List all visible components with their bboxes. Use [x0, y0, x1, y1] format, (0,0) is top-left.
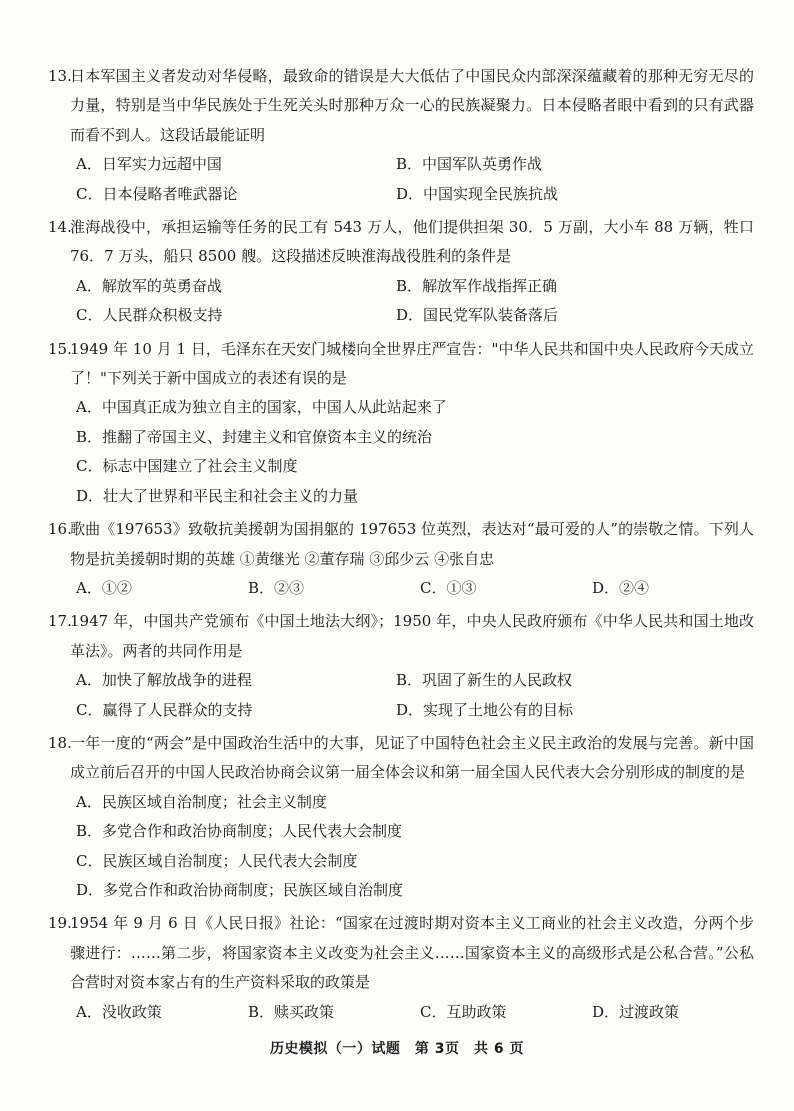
option-a: A．没收政策	[76, 1002, 162, 1021]
option-b: B．②③	[248, 578, 305, 597]
question-stem-row	[48, 909, 754, 997]
page-footer: 历史模拟（一）试题 第 3页 共 6 页	[269, 1041, 525, 1057]
option-a: A．解放军的英勇奋战	[76, 276, 222, 295]
question-stem: 歌曲《197653》致敬抗美援朝为国捐躯的 197653 位英烈，表达对“最可爱的人”的崇敬之情。下列人物是抗美援朝时期的英雄 ①黄继光 ②董存瑞 ③邱少云 ④张自忠	[70, 520, 754, 568]
question-stem-row	[48, 213, 754, 272]
options	[64, 393, 754, 511]
question-number: 16.	[48, 520, 72, 539]
question-16	[48, 515, 754, 603]
option-d: D．实现了土地公有的目标	[396, 700, 574, 719]
question-stem: 日本军国主义者发动对华侵略，最致命的错误是大大低估了中国民众内部深深蕴藏着的那种无穷无尽的力量，特别是当中华民族处于生死关头时那种万众一心的民族凝聚力。日本侵略者眼中看到的只有武器而看不到人。这段话最能证明	[70, 67, 754, 144]
question-14	[48, 213, 754, 331]
option-b: B．解放军作战指挥正确	[396, 276, 558, 295]
options	[64, 788, 754, 906]
options	[64, 998, 754, 1027]
question-stem-row	[48, 62, 754, 150]
option-c: C．互助政策	[420, 1002, 507, 1021]
option-d: D．②④	[592, 578, 650, 597]
option-d: D．过渡政策	[592, 1002, 680, 1021]
question-13	[48, 62, 754, 209]
question-19	[48, 909, 754, 1027]
question-stem-row	[48, 335, 754, 394]
option-c: C．①③	[420, 578, 477, 597]
question-number: 17.	[48, 612, 72, 631]
question-15	[48, 335, 754, 511]
question-number: 18.	[48, 733, 72, 752]
options	[64, 574, 754, 603]
option-a: A．中国真正成为独立自主的国家，中国人从此站起来了	[76, 398, 447, 417]
question-number: 19.	[48, 914, 72, 933]
option-a: A．日军实力远超中国	[76, 155, 222, 174]
question-stem: 1949 年 10 月 1 日，毛泽东在天安门城楼向全世界庄严宣告："中华人民共和国中央人民政府今天成立了！"下列关于新中国成立的表述有误的是	[70, 339, 754, 388]
question-stem-row	[48, 729, 754, 788]
option-b: B．赎买政策	[248, 1002, 335, 1021]
option-a: A．民族区域自治制度；社会主义制度	[76, 792, 327, 811]
option-c: C．日本侵略者唯武器论	[76, 184, 238, 203]
question-stem: 1954 年 9 月 6 日《人民日报》社论：“国家在过渡时期对资本主义工商业的社会主义改造，分两个步骤进行：……第二步，将国家资本主义改变为社会主义……国家资本主义的高级形式是公私合营。”公私合营时对资本家占有的生产资料采取的政策是	[70, 914, 754, 992]
question-stem: 一年一度的“两会”是中国政治生活中的大事，见证了中国特色社会主义民主政治的发展与完善。新中国成立前后召开的中国人民政治协商会议第一届全体会议和第一届全国人民代表大会分别形成的制度的是	[70, 733, 754, 782]
option-a: A．①②	[76, 578, 132, 597]
option-b: B．巩固了新生的人民政权	[396, 671, 573, 690]
question-stem: 1947 年，中国共产党颁布《中国土地法大纲》；1950 年，中央人民政府颁布《中华人民共和国土地改革法》。两者的共同作用是	[70, 612, 754, 660]
options	[64, 666, 754, 725]
option-c: C．民族区域自治制度；人民代表大会制度	[76, 851, 358, 870]
options	[64, 150, 754, 209]
option-c: C．赢得了人民群众的支持	[76, 700, 253, 719]
option-b: B．多党合作和政治协商制度；人民代表大会制度	[76, 822, 403, 841]
question-number: 13.	[48, 67, 72, 85]
question-stem-row	[48, 607, 754, 666]
option-c: C．人民群众积极支持	[76, 306, 223, 325]
question-18	[48, 729, 754, 905]
option-d: D．多党合作和政治协商制度；民族区域自治制度	[76, 880, 404, 899]
option-d: D．国民党军队装备落后	[396, 306, 559, 325]
option-d: D．中国实现全民族抗战	[396, 184, 559, 203]
question-stem-row	[48, 515, 754, 574]
option-b: B．推翻了帝国主义、封建主义和官僚资本主义的统治	[76, 427, 433, 446]
option-b: B．中国军队英勇作战	[396, 155, 543, 174]
question-number: 14.	[48, 218, 72, 237]
options	[64, 272, 754, 331]
question-number: 15.	[48, 339, 72, 358]
option-d: D．壮大了世界和平民主和社会主义的力量	[76, 486, 359, 505]
question-stem: 淮海战役中，承担运输等任务的民工有 543 万人，他们提供担架 30．5 万副，大小车 88 万辆，牲口 76．7 万头，船只 8500 艘。这段描述反映淮海战役胜利的条件是	[70, 218, 754, 266]
option-a: A．加快了解放战争的进程	[76, 671, 252, 690]
option-c: C．标志中国建立了社会主义制度	[76, 457, 298, 476]
question-17	[48, 607, 754, 725]
